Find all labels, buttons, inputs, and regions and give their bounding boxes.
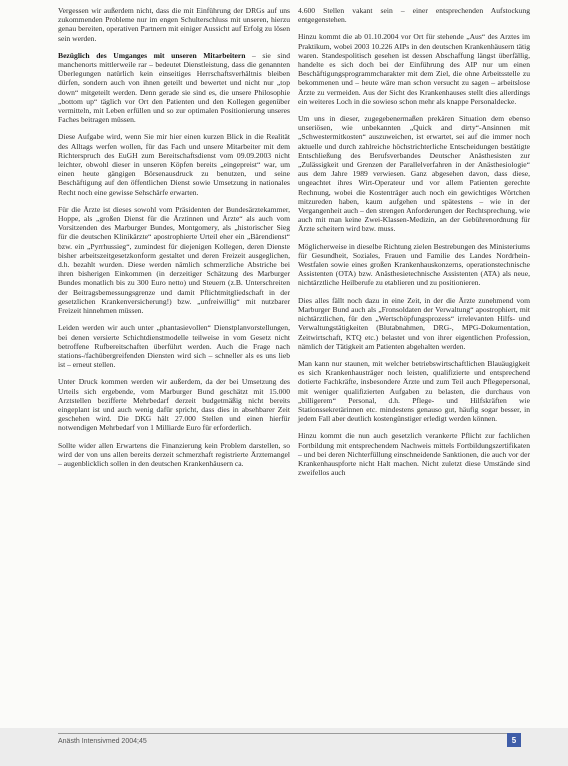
paragraph: Vergessen wir außerdem nicht, dass die mit Einführung der DRGs auf uns zukommenden Probleme nur im engen Schulterschluss mit unseren, hierzu genau bereiten, operativen Partnern mit einiger Aussicht auf Erfolg zu lösen sein werden. [58,6,290,43]
paragraph: Hinzu kommt die nun auch gesetzlich verankerte Pflicht zur fachlichen Fortbildung mit entsprechendem Nachweis mittels Fortbildungszertifikaten – und bei deren Nichterfüllung einschneidende Sanktionen, die auch vor der Krankenhauspforte nicht Halt machen. Nicht zuletzt diese Umstände sind zweifellos auch [298,431,530,478]
journal-citation: Anästh Intensivmed 2004;45 [58,738,147,745]
paragraph: Sollte wider allen Erwartens die Finanzierung kein Problem darstellen, so wird der von uns allen bereits derzeit schmerzhaft registrierte Ärztemangel – augenblicklich sollen in den deutschen Krankenhäusern ca. [58,440,290,468]
paragraph-text: – sie sind manchenorts mittlerweile rar – bedeutet Dienstleistung, dass die genannten Überlegungen natürlich kein einseitiges Herrschaftsverhältnis bleiben dürfen, sondern auch von ihnen geteilt und bewertet und nicht nur „top down“ mitgeteilt werden. Denn gerade sie sind es, die unsere Philosophie „bottom up“ täglich vor Ort den Patienten und den Kollegen gegenüber vermitteln, mit Leben erfüllen und so zur optimalen Positionierung unseres Faches beitragen müssen. [58,50,290,125]
page-number: 5 [507,733,521,747]
paragraph: Möglicherweise in dieselbe Richtung zielen Bestrebungen des Ministeriums für Gesundheit, Soziales, Frauen und Familie des Landes Nordrhein-Westfalen sowie eines großen Krankenhauskonzerns, operationstechnische Assistenten (OTA) bzw. Anästhesietechnische Assistenten (ATA) als neue, nichtärztliche Heilberufe zu etablieren und zu positionieren. [298,241,530,288]
paragraph: Diese Aufgabe wird, wenn Sie mir hier einen kurzen Blick in die Realität des Alltags werfen wollen, für das Fach und unsere Mitarbeiter mit dem Richterspruch des EuGH zum Bereitschaftsdienst vom 09.09.2003 nicht leichter, obwohl dieser in unseren Köpfen bereits „eingepreist“ war, um einen heute gängigen Börsenausdruck zu benutzen, und seine Beschäftigung auf den öffentlichen Dienst sowie Umsetzung in nationales Recht noch eine gewisse Sehschärfe erwarten. [58,132,290,197]
paragraph [58,51,290,125]
bold-lead: Bezüglich des Umganges mit unseren Mitarbeitern [58,50,246,60]
footer-divider [58,733,518,734]
paragraph: Für die Ärzte ist dieses sowohl vom Präsidenten der Bundesärztekammer, Hoppe, als „großen Dienst für die Ärztinnen und Ärzte“ als auch vom Vorsitzenden des Marburger Bundes, Montgomery, als „historischer Sieg für die deutschen Klinikärzte“ apostrophierte Urteil eher ein „Bärendienst“ bzw. ein „Pyrrhussieg“, zumindest für diejenigen Kollegen, deren Dienste bisher arbeitszeitgesetzkonform gestaltet und deren Freizeit ausgeglichen, d.h. bezahlt wurden. Diese werden nämlich schmerzliche Abstriche bei ihren bisherigen Einkommen (in derzeitiger Schätzung des Marburger Bundes monatlich bis zu 300 Euro netto) und Steuern (z.B. Unterschreiten der Beitragsbemessungsgrenze und damit Pflichtmitgliedschaft in der gesetzlichen Krankenversicherung!) bzw. „unfreiwillig“ mit nutzbarer Freizeit hinnehmen müssen. [58,204,290,316]
right-column [298,6,530,485]
paragraph: Dies alles fällt noch dazu in eine Zeit, in der die Ärzte zunehmend vom Marburger Bund auch als „Fronsoldaten der Verwaltung“ apostrophiert, mit nichtärztlichen, für den „Wertschöpfungsprozess“ irrelevanten Hilfs- und Verwaltungstätigkeiten (Blutabnahmen, DRG-, MPG-Dokumentation, Zeitwirtschaft, KTQ etc.) belastet und von ihrer eigentlichen Profession, nämlich der Tätigkeit am Patienten abgehalten werden. [298,295,530,351]
paragraph: Man kann nur staunen, mit welcher betriebswirtschaftlichen Blauäugigkeit es sich Krankenhausträger noch leisten, qualifizierte und entsprechend dotierte Fachkräfte, insbesondere Ärzte und zum Teil auch Pflegepersonal, mit weniger qualifizierten Aufgaben zu belasten, die durchaus von „billigerem“ Personal, d.h. Pflege- und Hilfskräften wie Stationssekretärinnen etc. mindestens genauso gut, häufig sogar besser, in jedem Fall aber deutlich kostengünstiger erledigt werden können. [298,358,530,424]
paragraph: Um uns in dieser, zugegebenermaßen prekären Situation dem ebenso unseriösen, wie unbekannten „Quick and dirty“-Ansinnen mit „Schwestermitkosten“ auszuweichen, ist erwartet, sei auf die immer noch aktuelle und durch zahlreiche höchstrichterliche Entscheidungen bestätigte Entschließung des Berufsverbandes Deutscher Anästhesisten zur „Zulässigkeit und Grenzen der Parallelverfahren in der Anästhesiologie“ aus dem Jahre 1989 verwiesen. Ganz abgesehen davon, dass diese, ungeachtet ihres Wirt-Operateur und vor allem Patienten gerechte Rechnung, wobei die Kostenträger auch noch ein gewichtiges Wörtchen mitzureden haben, kaum aufgehen und spätestens – wie in der Vergangenheit auch – den strengen Anforderungen der Rechtsprechung, wie auch mit man keine Zwei-Klassen-Medizin, an der Gebührenordnung für Ärzte scheitern wird bzw. muss. [298,114,530,234]
paragraph: Leiden werden wir auch unter „phantasievollen“ Dienstplanvorstellungen, bei denen versierte Schichtdienstmodelle teilweise in vom Gesetz nicht betroffene Rufbereitschaften überführt werden. Auch die Frage nach stations-/fachübergreifenden Diensten wird sich – schneller als es uns lieb ist – erneut stellen. [58,323,290,370]
left-column [58,6,290,476]
paragraph: Unter Druck kommen werden wir außerdem, da der bei Umsetzung des Urteils sich ergebende, vom Marburger Bund geschätzt mit 15.000 Arztstellen bezifferte Mehrbedarf derzeit budgetmäßig nicht bereits eingeplant ist und auch wenig dafür spricht, dass dies in absehbarer Zeit geschehen wird. Die DKG hält 27.000 Stellen und einen hierfür notwendigen Mehrbedarf von 1 Milliarde Euro für erforderlich. [58,377,290,433]
paragraph: 4.600 Stellen vakant sein – einer entsprechenden Aufstockung entgegenstehen. [298,6,530,25]
paragraph: Hinzu kommt die ab 01.10.2004 vor Ort für stehende „Aus“ des Arztes im Praktikum, wobei 2003 10.226 AIPs in den deutschen Krankenhäusern tätig waren. Standespolitisch gesehen ist dessen Abschaffung längst überfällig, handelte es sich doch bei der Einführung des AIP nur um einen Beschäftigungsprogrammcharakter mit dem Ziel, die ohne Arbeitsstelle zu bekommenen und – heute wäre man schon versucht zu sagen – arbeitslose Ärzte zu vermeiden. Aus der Sicht des Krankenhauses stellt dies allerdings ein weiteres Loch in die sowieso schon mehr als knappe Personaldecke. [298,32,530,106]
